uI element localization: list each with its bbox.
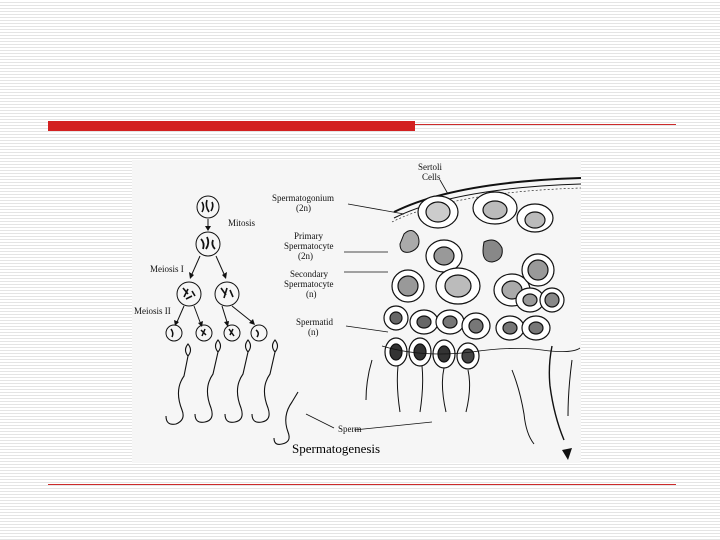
spermatid-cell-4 — [251, 325, 267, 341]
spermatid-cell-3 — [224, 325, 240, 341]
tissue-section — [366, 178, 581, 460]
schematic-left — [166, 196, 298, 444]
label-spermatid-1: Spermatid — [296, 317, 333, 327]
figure-title: Spermatogenesis — [292, 441, 381, 456]
label-spermatid-2: (n) — [308, 327, 319, 337]
label-sertoli-1: Sertoli — [418, 162, 442, 172]
label-sperm: Sperm — [338, 424, 362, 434]
label-meiosis-2: Meiosis II — [134, 306, 171, 316]
label-primary-1: Primary — [294, 231, 323, 241]
label-mitosis: Mitosis — [228, 218, 256, 228]
header-accent-bar — [48, 121, 415, 131]
label-secondary-2: Spermatocyte — [284, 279, 334, 289]
footer-rule — [48, 484, 676, 485]
spermatid-cell-2 — [196, 325, 212, 341]
label-meiosis-1: Meiosis I — [150, 264, 184, 274]
label-secondary-3: (n) — [306, 289, 317, 299]
secondary-spermatocyte-cell-left — [177, 282, 201, 306]
spermatogonium-cell — [197, 196, 219, 218]
primary-spermatocyte-cell — [196, 232, 220, 256]
spermatid-cell-1 — [166, 325, 182, 341]
secondary-spermatocyte-cell-right — [215, 282, 239, 306]
label-sertoli-2: Cells — [422, 172, 441, 182]
spermatogenesis-figure — [132, 160, 581, 463]
label-spermatogonium-2: (2n) — [296, 203, 311, 213]
sperm-series — [166, 340, 298, 444]
label-spermatogonium-1: Spermatogonium — [272, 193, 334, 203]
label-secondary-1: Secondary — [290, 269, 328, 279]
label-primary-3: (2n) — [298, 251, 313, 261]
label-primary-2: Spermatocyte — [284, 241, 334, 251]
